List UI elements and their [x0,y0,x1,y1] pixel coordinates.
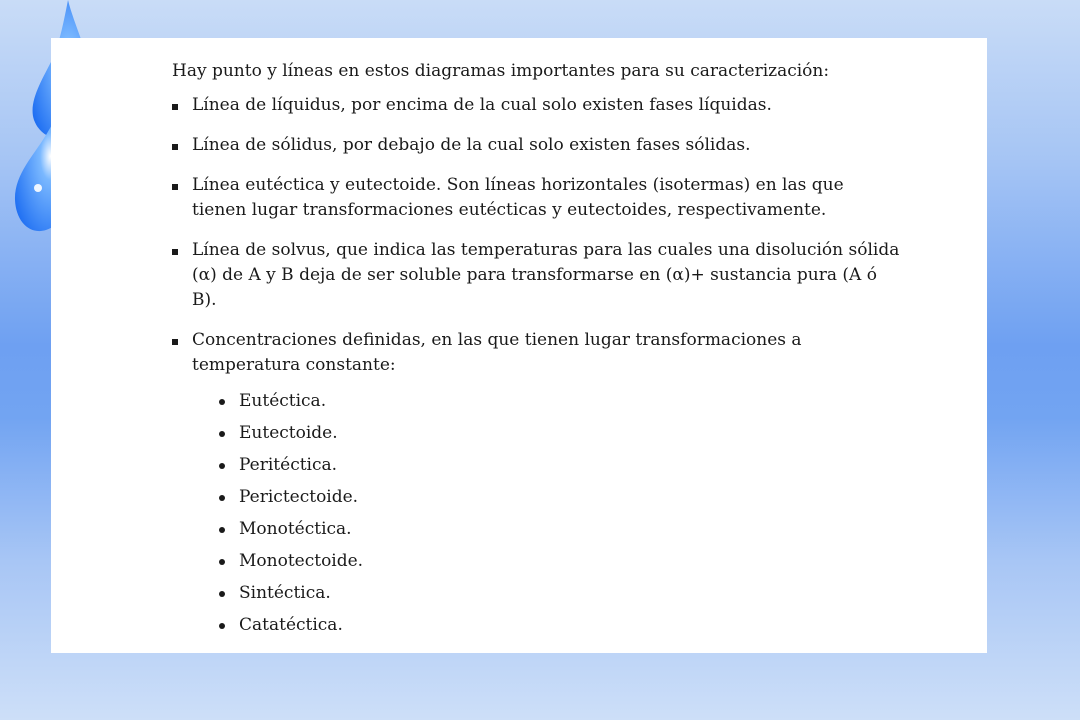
square-bullet-icon [172,249,178,255]
sub-list-item-text: Perictectoide. [239,487,359,507]
sub-list-item [219,581,902,606]
sub-list-item [219,421,902,446]
sub-list-item-text: Monotéctica. [239,519,352,539]
list-item [172,328,902,638]
list-item-text: Concentraciones definidas, en las que tienen lugar transformaciones a temperatura constante: [192,330,802,375]
round-bullet-icon [219,623,225,629]
list-item-text: Línea de líquidus, por encima de la cual solo existen fases líquidas. [192,95,772,115]
list-item-text: Línea de sólidus, por debajo de la cual solo existen fases sólidas. [192,135,751,155]
square-bullet-icon [172,104,178,110]
list-item-text: Línea eutéctica y eutectoide. Son líneas horizontales (isotermas) en las que tienen lugar transformaciones eutécticas y eutectoides, respectivamente. [192,175,844,220]
sub-list-item-text: Monotectoide. [239,551,364,571]
sub-list-item [219,517,902,542]
sub-list-item [219,485,902,510]
square-bullet-icon [172,339,178,345]
round-bullet-icon [219,559,225,565]
round-bullet-icon [219,495,225,501]
sub-list-item [219,453,902,478]
list-item [172,238,902,313]
sub-list-item-text: Eutéctica. [239,391,327,411]
sub-list-item-text: Peritéctica. [239,455,338,475]
sub-list-item-text: Sintéctica. [239,583,331,603]
round-bullet-icon [219,591,225,597]
document-page [51,38,987,653]
drop-sparkle [34,184,42,192]
sub-list [192,389,902,638]
square-bullet-icon [172,184,178,190]
list-item [172,133,902,158]
main-list [172,93,902,638]
intro-paragraph: Hay punto y líneas en estos diagramas importantes para su caracterización: [172,61,830,81]
sub-list-item [219,549,902,574]
sub-list-item [219,613,902,638]
sub-list-item-text: Catatéctica. [239,615,343,635]
sub-list-item [219,389,902,414]
document-content [172,59,902,653]
round-bullet-icon [219,527,225,533]
square-bullet-icon [172,144,178,150]
list-item [172,173,902,223]
round-bullet-icon [219,399,225,405]
sub-list-item-text: Eutectoide. [239,423,338,443]
round-bullet-icon [219,431,225,437]
round-bullet-icon [219,463,225,469]
list-item-text: Línea de solvus, que indica las temperaturas para las cuales una disolución sólida (α) de A y B deja de ser soluble para transformarse en (α)+ sustancia pura (A ó B). [192,240,900,310]
list-item [172,93,902,118]
